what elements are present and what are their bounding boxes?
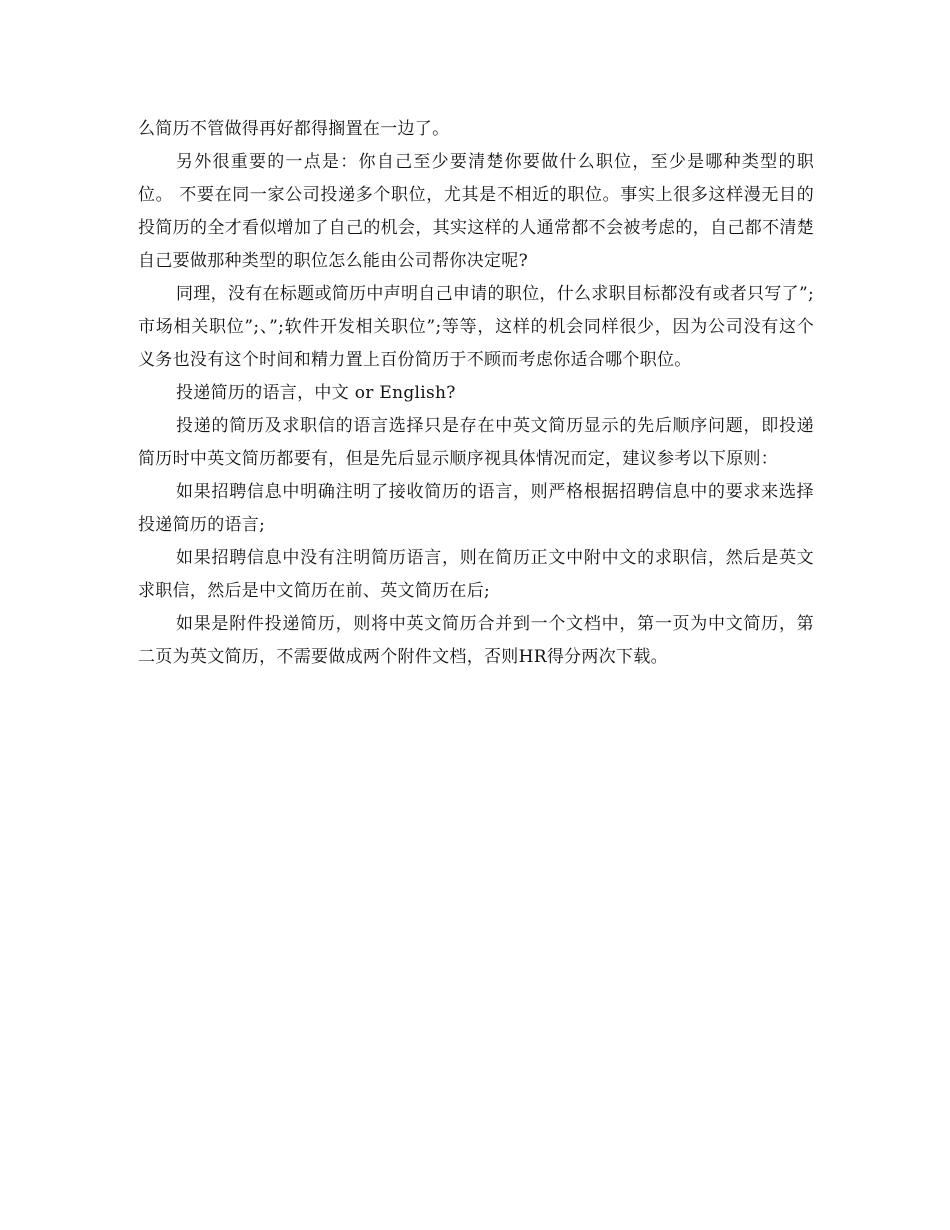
- paragraph-continuation: 么简历不管做得再好都得搁置在一边了。: [138, 119, 450, 139]
- paragraph-rule-no-language: 如果招聘信息中没有注明简历语言，则在简历正文中附中文的求职信，然后是英文求职信，然后是中文简历在前、英文简历在后;: [138, 548, 814, 601]
- paragraph-language-heading: 投递简历的语言，中文 or English?: [176, 383, 456, 403]
- paragraph-rule-attachment: 如果是附件投递简历，则将中英文简历合并到一个文档中，第一页为中文简历，第二页为英文简历，不需要做成两个附件文档，否则HR得分两次下载。: [138, 614, 814, 667]
- paragraph-rule-specified-language: 如果招聘信息中明确注明了接收简历的语言，则严格根据招聘信息中的要求来选择投递简历的语言;: [138, 482, 814, 535]
- paragraph-declare-position: 同理，没有在标题或简历中声明自己申请的职位，什么求职目标都没有或者只写了”;市场相关职位”;、”;软件开发相关职位”;等等，这样的机会同样很少，因为公司没有这个义务也没有这个时间和精力置上百份简历于不顾而考虑你适合哪个职位。: [138, 284, 814, 370]
- paragraph-know-target-position: 另外很重要的一点是：你自己至少要清楚你要做什么职位，至少是哪种类型的职位。 不要在同一家公司投递多个职位，尤其是不相近的职位。事实上很多这样漫无目的投简历的全才看似增加了自己的机会，其实这样的人通常都不会被考虑的，自己都不清楚自己要做那种类型的职位怎么能由公司帮你决定呢?: [138, 152, 814, 271]
- document-body: [138, 113, 814, 674]
- paragraph-language-order: 投递的简历及求职信的语言选择只是存在中英文简历显示的先后顺序问题，即投递简历时中英文简历都要有，但是先后显示顺序视具体情况而定，建议参考以下原则：: [138, 416, 814, 469]
